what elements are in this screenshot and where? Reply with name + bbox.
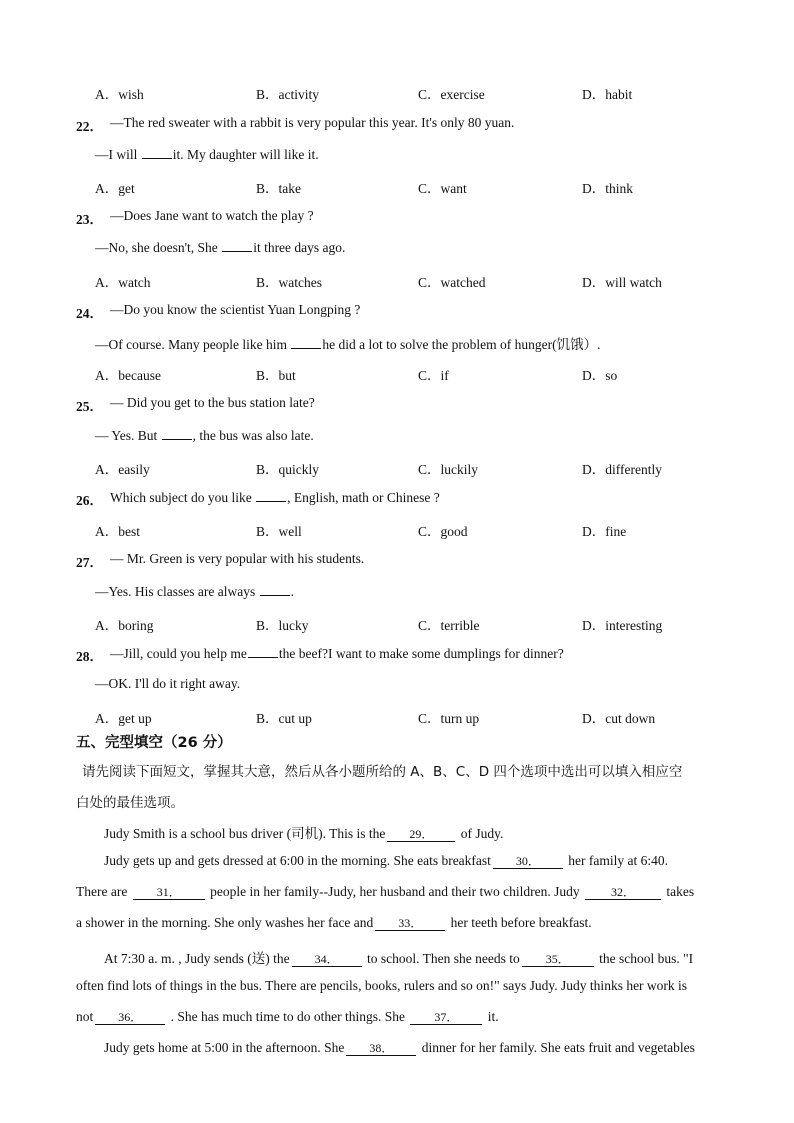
question-text: —Yes. His classes are always . (95, 584, 294, 599)
q24-option-b[interactable]: B．but (256, 368, 296, 383)
answer-blank[interactable] (162, 427, 192, 440)
question-number: 23． (76, 212, 103, 227)
question-text: —The red sweater with a rabbit is very popular this year. It's only 80 yuan. (110, 115, 515, 130)
question-text: — Mr. Green is very popular with his students. (110, 551, 365, 566)
q27-option-d[interactable]: D．interesting (582, 618, 663, 633)
question-text: —I will it. My daughter will like it. (95, 147, 319, 162)
passage-line: often find lots of things in the bus. There are pencils, books, rulers and so on!" says Judy. Judy thinks her work is (76, 978, 688, 993)
question-text: —Of course. Many people like him he did a lot to solve the problem of hunger(饥饿）. (95, 337, 601, 352)
question-text: —No, she doesn't, She it three days ago. (95, 240, 346, 255)
answer-blank[interactable] (222, 239, 252, 252)
question-text: — Yes. But , the bus was also late. (95, 428, 314, 443)
question-text: Which subject do you like , English, math or Chinese ? (110, 490, 440, 505)
q27-option-a[interactable]: A．boring (95, 618, 154, 633)
q28-option-b[interactable]: B．cut up (256, 711, 312, 726)
q22-option-b[interactable]: B．take (256, 181, 301, 196)
question-number: 25． (76, 399, 103, 414)
section-instruction: 请先阅读下面短文，掌握其大意，然后从各小题所给的 A、B、C、D 四个选项中选出可以填入相应空 (82, 764, 683, 780)
q24-option-c[interactable]: C．if (418, 368, 449, 383)
q23-option-c[interactable]: C．watched (418, 275, 486, 290)
q21-option-d[interactable]: D．habit (582, 87, 633, 102)
answer-blank[interactable] (256, 489, 286, 502)
blank-32[interactable]: 32． (585, 885, 661, 900)
q22-option-c[interactable]: C．want (418, 181, 467, 196)
blank-34[interactable]: 34． (292, 952, 362, 967)
blank-36[interactable]: 36． (95, 1010, 165, 1025)
blank-37[interactable]: 37． (410, 1010, 482, 1025)
q23-option-b[interactable]: B．watches (256, 275, 322, 290)
q24-option-a[interactable]: A．because (95, 368, 161, 383)
question-number: 24． (76, 306, 103, 321)
passage-line: a shower in the morning. She only washes her face and 33． her teeth before breakfast. (76, 915, 592, 930)
q25-option-c[interactable]: C．luckily (418, 462, 478, 477)
q25-option-b[interactable]: B．quickly (256, 462, 319, 477)
q24-option-d[interactable]: D．so (582, 368, 618, 383)
q27-option-c[interactable]: C．terrible (418, 618, 480, 633)
question-text: — Did you get to the bus station late? (110, 395, 315, 410)
q25-option-a[interactable]: A．easily (95, 462, 150, 477)
question-text: —Do you know the scientist Yuan Longping ? (110, 302, 361, 317)
q26-option-a[interactable]: A．best (95, 524, 140, 539)
q21-option-a[interactable]: A．wish (95, 87, 144, 102)
q23-option-a[interactable]: A．watch (95, 275, 151, 290)
q26-option-d[interactable]: D．fine (582, 524, 627, 539)
blank-30[interactable]: 30． (493, 854, 563, 869)
q27-option-b[interactable]: B．lucky (256, 618, 309, 633)
q22-option-a[interactable]: A．get (95, 181, 135, 196)
q25-option-d[interactable]: D．differently (582, 462, 662, 477)
blank-35[interactable]: 35． (522, 952, 594, 967)
section-title: 五、完型填空（26 分） (76, 735, 232, 751)
question-text: —Jill, could you help me the beef?I want to make some dumplings for dinner? (110, 646, 564, 661)
passage-line: Judy gets home at 5:00 in the afternoon. She 38． dinner for her family. She eats fruit and vegetables (104, 1040, 695, 1055)
q26-option-b[interactable]: B．well (256, 524, 302, 539)
q28-option-c[interactable]: C．turn up (418, 711, 480, 726)
passage-line: At 7:30 a. m. , Judy sends (送) the 34． to school. Then she needs to 35． the school bus. "I (104, 951, 694, 966)
question-number: 27． (76, 555, 103, 570)
blank-38[interactable]: 38． (346, 1041, 416, 1056)
q21-option-c[interactable]: C．exercise (418, 87, 485, 102)
passage-line: Judy Smith is a school bus driver (司机). This is the 29． of Judy. (104, 826, 504, 841)
question-number: 28． (76, 649, 103, 664)
question-number: 26． (76, 493, 103, 508)
question-text: —OK. I'll do it right away. (95, 676, 241, 691)
section-instruction: 白处的最佳选项。 (76, 795, 184, 811)
blank-31[interactable]: 31． (133, 885, 205, 900)
q28-option-a[interactable]: A．get up (95, 711, 152, 726)
answer-blank[interactable] (291, 336, 321, 349)
passage-line: not 36． . She has much time to do other things. She 37． it. (76, 1009, 499, 1024)
answer-blank[interactable] (260, 583, 290, 596)
passage-line: There are 31． people in her family--Judy, her husband and their two children. Judy 32． takes (76, 884, 695, 899)
answer-blank[interactable] (248, 645, 278, 658)
blank-29[interactable]: 29． (387, 827, 455, 842)
question-number: 22． (76, 119, 103, 134)
q22-option-d[interactable]: D．think (582, 181, 634, 196)
passage-line: Judy gets up and gets dressed at 6:00 in the morning. She eats breakfast 30． her family at 6:40. (104, 853, 669, 868)
blank-33[interactable]: 33． (375, 916, 445, 931)
q28-option-d[interactable]: D．cut down (582, 711, 656, 726)
answer-blank[interactable] (142, 146, 172, 159)
q21-option-b[interactable]: B．activity (256, 87, 319, 102)
q26-option-c[interactable]: C．good (418, 524, 468, 539)
question-text: —Does Jane want to watch the play ? (110, 208, 314, 223)
q23-option-d[interactable]: D．will watch (582, 275, 662, 290)
